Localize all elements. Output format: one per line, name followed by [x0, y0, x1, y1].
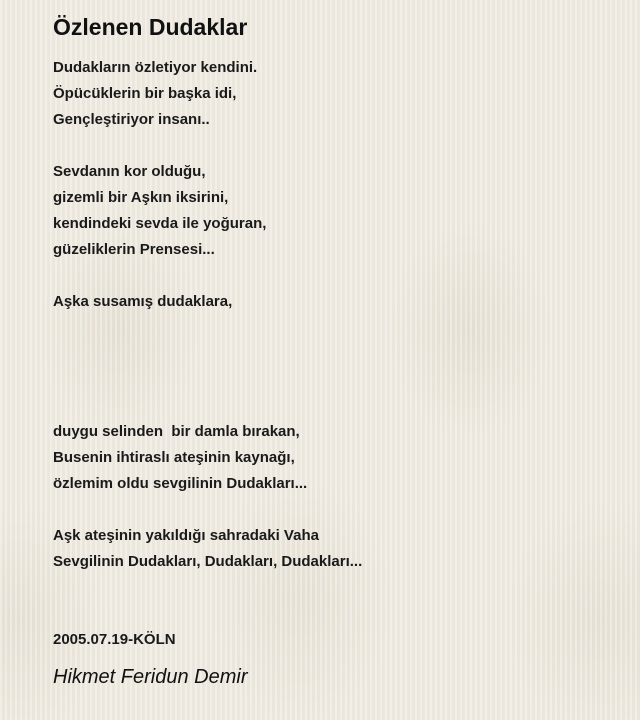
poem-line: Aşka susamış dudaklara, [53, 293, 233, 310]
poem-line: Sevgilinin Dudakları, Dudakları, Dudakları... [53, 553, 363, 570]
stanza-break [53, 263, 613, 289]
poem-line: Aşk ateşinin yakıldığı sahradaki Vaha [53, 527, 319, 544]
poem-line: Öpücüklerin bir başka idi, [53, 85, 237, 102]
stanza-break [53, 133, 613, 159]
poem-line: özlemim oldu sevgilinin Dudakları... [53, 475, 308, 492]
poem-line: Gençleştiriyor insanı.. [53, 111, 210, 128]
poem-line: kendindeki sevda ile yoğuran, [53, 215, 267, 232]
stanza-break [53, 575, 613, 601]
stanza-break [53, 393, 613, 419]
stanza-break [53, 497, 613, 523]
stanza-break [53, 601, 613, 627]
poem-line: güzeliklerin Prensesi... [53, 241, 215, 258]
poem-line: Sevdanın kor olduğu, [53, 163, 206, 180]
stanza-break [53, 315, 613, 341]
poem-line: duygu selinden bir damla bırakan, [53, 423, 300, 440]
stanza-break [53, 341, 613, 367]
poem-page [53, 12, 613, 691]
poem-title: Özlenen Dudaklar [53, 14, 248, 40]
stanza-break [53, 367, 613, 393]
poem-body [53, 55, 613, 653]
poem-line: gizemli bir Aşkın iksirini, [53, 189, 229, 206]
poem-line: Dudakların özletiyor kendini. [53, 59, 258, 76]
poem-author: Hikmet Feridun Demir [53, 666, 248, 688]
poem-date-place: 2005.07.19-KÖLN [53, 631, 176, 648]
poem-line: Busenin ihtiraslı ateşinin kaynağı, [53, 449, 295, 466]
